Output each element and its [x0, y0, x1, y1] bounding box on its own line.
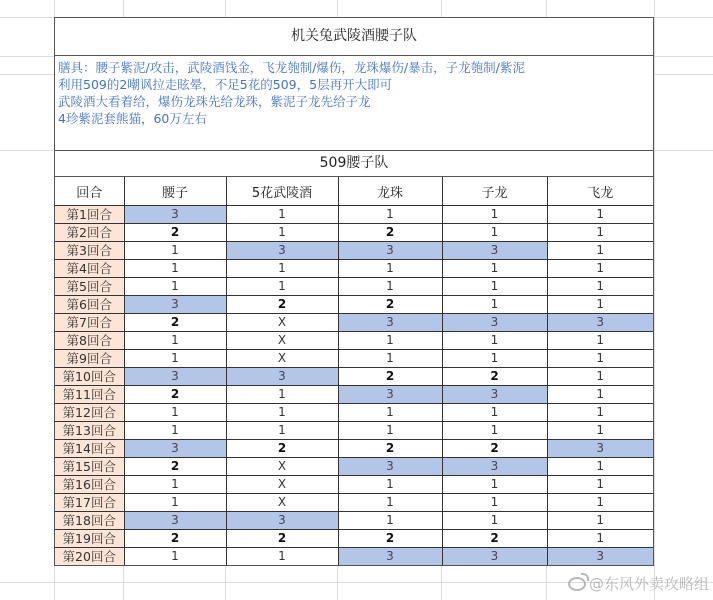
- round-cell[interactable]: 第13回合: [55, 422, 124, 440]
- table-row: [55, 458, 653, 476]
- rotation-table: [55, 177, 653, 565]
- skill-cell[interactable]: 1: [547, 368, 653, 386]
- table-body: [55, 206, 653, 566]
- skill-cell[interactable]: 1: [226, 260, 338, 278]
- skill-cell[interactable]: 1: [547, 494, 653, 512]
- round-cell[interactable]: 第17回合: [55, 494, 124, 512]
- skill-cell[interactable]: 2: [442, 530, 547, 548]
- round-cell[interactable]: 第4回合: [55, 260, 124, 278]
- skill-cell[interactable]: 2: [124, 458, 226, 476]
- skill-cell[interactable]: 3: [442, 314, 547, 332]
- skill-cell[interactable]: 2: [124, 314, 226, 332]
- skill-cell[interactable]: 3: [338, 386, 442, 404]
- round-cell[interactable]: 第9回合: [55, 350, 124, 368]
- skill-cell[interactable]: 3: [338, 548, 442, 566]
- skill-cell[interactable]: 1: [547, 242, 653, 260]
- skill-cell[interactable]: 1: [547, 512, 653, 530]
- table-row: [55, 206, 653, 224]
- skill-cell[interactable]: 1: [338, 206, 442, 224]
- skill-cell[interactable]: 3: [124, 368, 226, 386]
- skill-cell[interactable]: 3: [442, 548, 547, 566]
- skill-cell[interactable]: 1: [442, 350, 547, 368]
- table-row: [55, 332, 653, 350]
- skill-cell[interactable]: 2: [338, 296, 442, 314]
- skill-cell[interactable]: 1: [124, 476, 226, 494]
- column-header-yaozi[interactable]: 腰子: [124, 177, 226, 206]
- skill-cell[interactable]: 1: [547, 422, 653, 440]
- round-cell[interactable]: 第6回合: [55, 296, 124, 314]
- skill-cell[interactable]: 2: [338, 224, 442, 242]
- round-cell[interactable]: 第14回合: [55, 440, 124, 458]
- skill-cell[interactable]: 1: [547, 386, 653, 404]
- skill-cell[interactable]: 1: [124, 260, 226, 278]
- round-cell[interactable]: 第18回合: [55, 512, 124, 530]
- notes-cell[interactable]: [55, 56, 653, 151]
- skill-cell[interactable]: X: [226, 476, 338, 494]
- column-header-wulingjiu[interactable]: 5花武陵酒: [226, 177, 338, 206]
- table-row: [55, 512, 653, 530]
- table-row: [55, 314, 653, 332]
- skill-cell[interactable]: 1: [124, 350, 226, 368]
- skill-cell[interactable]: 3: [124, 206, 226, 224]
- table-row: [55, 404, 653, 422]
- skill-cell[interactable]: 3: [338, 242, 442, 260]
- table-row: [55, 494, 653, 512]
- skill-cell[interactable]: X: [226, 332, 338, 350]
- round-cell[interactable]: 第3回合: [55, 242, 124, 260]
- skill-cell[interactable]: 3: [124, 440, 226, 458]
- skill-cell[interactable]: 2: [226, 296, 338, 314]
- table-row: [55, 296, 653, 314]
- skill-cell[interactable]: 2: [124, 530, 226, 548]
- round-cell[interactable]: 第19回合: [55, 530, 124, 548]
- skill-cell[interactable]: 1: [124, 278, 226, 296]
- team-subtitle[interactable]: 509腰子队: [55, 151, 653, 177]
- skill-cell[interactable]: 1: [442, 296, 547, 314]
- gridline: [654, 0, 655, 600]
- skill-cell[interactable]: 1: [338, 494, 442, 512]
- skill-cell[interactable]: 2: [442, 440, 547, 458]
- skill-cell[interactable]: 2: [338, 368, 442, 386]
- skill-cell[interactable]: 2: [338, 530, 442, 548]
- skill-cell[interactable]: X: [226, 458, 338, 476]
- skill-cell[interactable]: 3: [226, 242, 338, 260]
- skill-cell[interactable]: 3: [442, 242, 547, 260]
- skill-cell[interactable]: 1: [338, 512, 442, 530]
- skill-cell[interactable]: 3: [442, 458, 547, 476]
- skill-cell[interactable]: 1: [442, 512, 547, 530]
- skill-cell[interactable]: 3: [338, 458, 442, 476]
- skill-cell[interactable]: X: [226, 350, 338, 368]
- skill-cell[interactable]: 1: [547, 350, 653, 368]
- skill-cell[interactable]: 1: [226, 422, 338, 440]
- skill-cell[interactable]: 3: [338, 314, 442, 332]
- skill-cell[interactable]: 1: [124, 422, 226, 440]
- skill-cell[interactable]: 1: [338, 404, 442, 422]
- skill-cell[interactable]: 1: [547, 404, 653, 422]
- table-row: [55, 548, 653, 566]
- skill-cell[interactable]: 3: [226, 368, 338, 386]
- table-row: [55, 224, 653, 242]
- round-cell[interactable]: 第10回合: [55, 368, 124, 386]
- skill-cell[interactable]: 1: [442, 278, 547, 296]
- skill-cell[interactable]: 1: [226, 206, 338, 224]
- skill-cell[interactable]: 1: [547, 224, 653, 242]
- skill-cell[interactable]: 1: [547, 296, 653, 314]
- skill-cell[interactable]: 2: [226, 440, 338, 458]
- note-line: 4珍紫泥套熊猫，60万左右: [58, 111, 207, 126]
- skill-cell[interactable]: 1: [442, 494, 547, 512]
- skill-cell[interactable]: 1: [338, 476, 442, 494]
- skill-cell[interactable]: 1: [442, 260, 547, 278]
- skill-cell[interactable]: 1: [124, 494, 226, 512]
- round-cell[interactable]: 第16回合: [55, 476, 124, 494]
- skill-cell[interactable]: 1: [442, 476, 547, 494]
- round-cell[interactable]: 第15回合: [55, 458, 124, 476]
- sheet-title[interactable]: 机关兔武陵酒腰子队: [55, 18, 653, 56]
- skill-cell[interactable]: 2: [338, 440, 442, 458]
- skill-cell[interactable]: 1: [442, 206, 547, 224]
- round-cell[interactable]: 第5回合: [55, 278, 124, 296]
- column-header-longzhu[interactable]: 龙珠: [338, 177, 442, 206]
- skill-cell[interactable]: 1: [442, 422, 547, 440]
- skill-cell[interactable]: 3: [124, 296, 226, 314]
- round-cell[interactable]: 第12回合: [55, 404, 124, 422]
- skill-cell[interactable]: 1: [338, 278, 442, 296]
- table-row: [55, 440, 653, 458]
- skill-cell[interactable]: X: [226, 494, 338, 512]
- skill-cell[interactable]: 3: [547, 314, 653, 332]
- skill-cell[interactable]: 1: [226, 548, 338, 566]
- skill-cell[interactable]: 1: [338, 332, 442, 350]
- column-header-zilong[interactable]: 子龙: [442, 177, 547, 206]
- skill-cell[interactable]: 2: [124, 386, 226, 404]
- skill-cell[interactable]: 1: [442, 404, 547, 422]
- skill-cell[interactable]: 1: [547, 332, 653, 350]
- skill-cell[interactable]: 2: [226, 530, 338, 548]
- skill-cell[interactable]: 1: [124, 242, 226, 260]
- skill-cell[interactable]: 1: [547, 206, 653, 224]
- lineup-sheet: [54, 17, 654, 566]
- column-header-feilong[interactable]: 飞龙: [547, 177, 653, 206]
- skill-cell[interactable]: 1: [124, 404, 226, 422]
- table-row: [55, 242, 653, 260]
- header-row: [55, 177, 653, 206]
- note-line: 利用509的2嘲讽拉走眩晕，不足5花的509，5层再开大即可: [58, 77, 393, 92]
- skill-cell[interactable]: 1: [226, 278, 338, 296]
- skill-cell[interactable]: 3: [547, 548, 653, 566]
- skill-cell[interactable]: 1: [338, 260, 442, 278]
- skill-cell[interactable]: 1: [547, 476, 653, 494]
- note-line: 武陵酒大看着给，爆伤龙珠先给龙珠，紫泥子龙先给子龙: [58, 94, 371, 109]
- round-cell[interactable]: 第8回合: [55, 332, 124, 350]
- round-cell[interactable]: 第7回合: [55, 314, 124, 332]
- weibo-icon: [568, 577, 586, 591]
- table-row: [55, 368, 653, 386]
- watermark-text: @东风外卖攻略组: [588, 575, 709, 593]
- note-line: 膳具：腰子紫泥/攻击，武陵酒饯金，飞龙匏制/爆伤，龙珠爆伤/暴击，子龙匏制/紫泥: [58, 60, 525, 75]
- table-row: [55, 278, 653, 296]
- skill-cell[interactable]: 1: [124, 548, 226, 566]
- table-row: [55, 530, 653, 548]
- skill-cell[interactable]: 1: [547, 278, 653, 296]
- skill-cell[interactable]: 3: [226, 512, 338, 530]
- column-header-round[interactable]: 回合: [55, 177, 124, 206]
- skill-cell[interactable]: 3: [124, 512, 226, 530]
- skill-cell[interactable]: 2: [442, 368, 547, 386]
- table-row: [55, 476, 653, 494]
- table-row: [55, 422, 653, 440]
- skill-cell[interactable]: 1: [338, 350, 442, 368]
- skill-cell[interactable]: 1: [124, 332, 226, 350]
- table-row: [55, 260, 653, 278]
- skill-cell[interactable]: 1: [547, 530, 653, 548]
- skill-cell[interactable]: 1: [226, 224, 338, 242]
- skill-cell[interactable]: 1: [547, 458, 653, 476]
- skill-cell[interactable]: 1: [442, 224, 547, 242]
- watermark: [568, 573, 709, 594]
- skill-cell[interactable]: 1: [226, 404, 338, 422]
- skill-cell[interactable]: 1: [442, 332, 547, 350]
- skill-cell[interactable]: 1: [338, 422, 442, 440]
- round-cell[interactable]: 第2回合: [55, 224, 124, 242]
- skill-cell[interactable]: 1: [547, 260, 653, 278]
- round-cell[interactable]: 第11回合: [55, 386, 124, 404]
- skill-cell[interactable]: 3: [547, 440, 653, 458]
- round-cell[interactable]: 第20回合: [55, 548, 124, 566]
- skill-cell[interactable]: 2: [124, 224, 226, 242]
- skill-cell[interactable]: 1: [226, 386, 338, 404]
- skill-cell[interactable]: 3: [442, 386, 547, 404]
- table-row: [55, 386, 653, 404]
- skill-cell[interactable]: X: [226, 314, 338, 332]
- table-row: [55, 350, 653, 368]
- round-cell[interactable]: 第1回合: [55, 206, 124, 224]
